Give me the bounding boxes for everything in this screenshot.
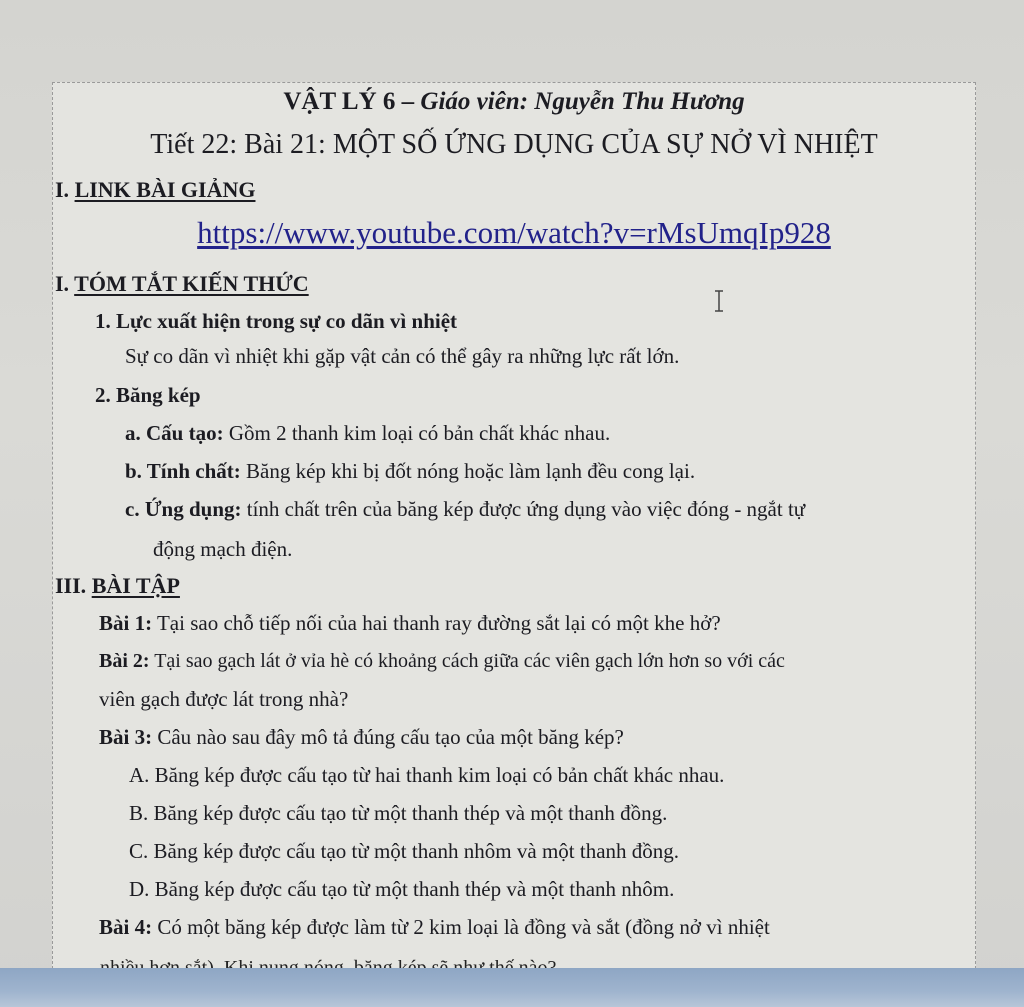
taskbar (0, 968, 1024, 1007)
summary-item-2c (125, 499, 805, 520)
item-text: Gồm 2 thanh kim loại có bản chất khác nhau. (223, 421, 611, 445)
text-cursor-icon (713, 290, 725, 312)
exercise-text: Có một băng kép được làm từ 2 kim loại là đồng và sắt (đồng nở vì nhiệt (152, 915, 770, 939)
summary-item-2c-continued: động mạch điện. (153, 537, 293, 561)
lecture-link[interactable]: https://www.youtube.com/watch?v=rMsUmqIp928 (197, 215, 831, 250)
exercise-3-option-b: B. Băng kép được cấu tạo từ một thanh thép và một thanh đồng. (129, 801, 668, 825)
exercise-2 (99, 651, 785, 671)
exercise-3-option-c: C. Băng kép được cấu tạo từ một thanh nhôm và một thanh đồng. (129, 839, 680, 863)
exercise-4 (99, 917, 770, 938)
exercise-4-continued (100, 958, 556, 968)
item-label: a. Cấu tạo: (125, 421, 224, 445)
exercise-3 (99, 727, 624, 748)
exercise-3-option-a: A. Băng kép được cấu tạo từ hai thanh kim loại có bản chất khác nhau. (129, 763, 725, 787)
item-text: tính chất trên của băng kép được ứng dụng vào việc đóng - ngắt tự (241, 497, 806, 521)
item-label: b. Tính chất: (125, 459, 241, 483)
exercise-text: Tại sao gạch lát ở vỉa hè có khoảng cách giữa các viên gạch lớn hơn so với các (149, 650, 785, 672)
exercise-label: Bài 3: (99, 725, 153, 749)
exercise-label: Bài 4: (99, 915, 153, 939)
section-number: III. (55, 573, 92, 598)
item-label: c. Ứng dụng: (125, 497, 242, 521)
summary-item-1-text: Sự co dãn vì nhiệt khi gặp vật cản có thể gây ra những lực rất lớn. (125, 344, 680, 368)
section-link-heading (55, 179, 255, 201)
section-number: I. (55, 271, 75, 296)
exercise-text: Tại sao chỗ tiếp nối của hai thanh ray đường sắt lại có một khe hở? (152, 611, 721, 635)
section-title: BÀI TẬP (91, 573, 180, 598)
section-title: TÓM TẮT KIẾN THỨC (74, 271, 309, 296)
teacher-name: Giáo viên: Nguyễn Thu Hương (420, 88, 745, 115)
header-line (53, 89, 975, 114)
section-title: LINK BÀI GIẢNG (74, 177, 256, 202)
section-summary-heading (55, 273, 309, 295)
exercise-text: Câu nào sau đây mô tả đúng cấu tạo của một băng kép? (152, 725, 624, 749)
document-page (52, 82, 976, 984)
summary-item-2a (125, 423, 610, 444)
exercise-label: Bài 2: (99, 650, 150, 672)
exercise-label: Bài 1: (99, 611, 153, 635)
summary-item-1-title: 1. Lực xuất hiện trong sự co dãn vì nhiệt (95, 309, 458, 333)
exercise-3-option-d: D. Băng kép được cấu tạo từ một thanh thép và một thanh nhôm. (129, 877, 675, 901)
section-number: I. (55, 177, 75, 202)
subject-label: VẬT LÝ 6 – (283, 88, 421, 115)
summary-item-2b (125, 461, 695, 482)
exercise-1 (99, 613, 721, 634)
item-text: Băng kép khi bị đốt nóng hoặc làm lạnh đều cong lại. (240, 459, 696, 483)
lesson-title: Tiết 22: Bài 21: MỘT SỐ ỨNG DỤNG CỦA SỰ NỞ VÌ NHIỆT (150, 129, 878, 160)
section-exercises-heading (55, 575, 180, 597)
summary-item-2-title: 2. Băng kép (95, 383, 201, 407)
exercise-2-continued: viên gạch được lát trong nhà? (99, 687, 349, 711)
